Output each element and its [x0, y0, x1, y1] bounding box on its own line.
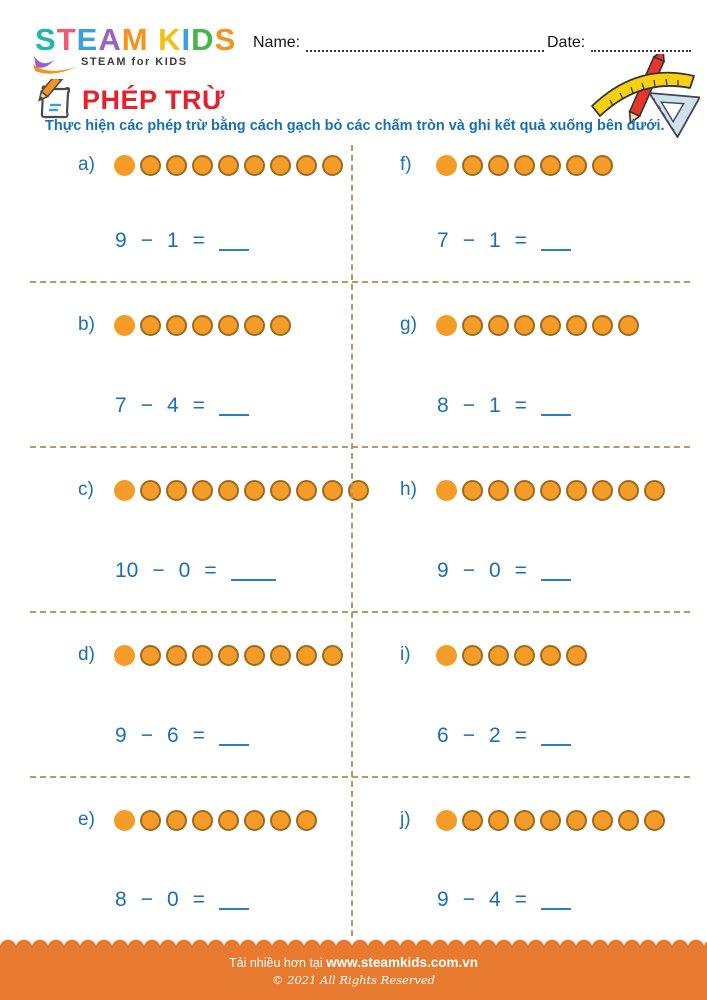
counting-dot[interactable] — [488, 315, 509, 336]
counting-dot[interactable] — [436, 315, 457, 336]
minuend: 7 — [437, 229, 449, 252]
dot-row — [436, 645, 587, 666]
counting-dot[interactable] — [540, 155, 561, 176]
counting-dot[interactable] — [218, 645, 239, 666]
counting-dot[interactable] — [618, 480, 639, 501]
exercise-row — [30, 283, 690, 448]
footer-copyright: © 2021 All Rights Reserved — [271, 973, 435, 987]
counting-dot[interactable] — [244, 480, 265, 501]
counting-dot[interactable] — [540, 315, 561, 336]
logo-letter: D — [191, 22, 215, 57]
counting-dot[interactable] — [540, 645, 561, 666]
exercise-cell-i — [352, 613, 690, 776]
counting-dot[interactable] — [140, 645, 161, 666]
counting-dot[interactable] — [244, 315, 265, 336]
footer-band — [0, 948, 707, 1000]
counting-dot[interactable] — [114, 155, 135, 176]
exercise-cell-d — [30, 613, 352, 776]
equals-sign: = — [514, 559, 527, 582]
counting-dot[interactable] — [462, 810, 483, 831]
equals-sign: = — [192, 724, 205, 747]
date-field — [547, 34, 691, 52]
logo-swoosh-icon — [32, 50, 92, 76]
subtraction-equation — [437, 725, 690, 746]
counting-dot[interactable] — [322, 480, 343, 501]
title-row — [35, 79, 225, 121]
logo-letter: T — [56, 22, 77, 57]
answer-blank[interactable] — [219, 904, 249, 910]
exercise-label: b) — [78, 314, 95, 335]
dots-line — [78, 809, 352, 831]
counting-dot[interactable] — [514, 315, 535, 336]
exercise-grid — [30, 143, 690, 940]
answer-blank[interactable] — [219, 410, 249, 416]
instruction-text: Thực hiện các phép trừ bằng cách gạch bỏ các chấm tròn và ghi kết quả xuống bên dưới. — [45, 118, 665, 134]
counting-dot[interactable] — [488, 480, 509, 501]
dot-row — [436, 315, 639, 336]
counting-dot[interactable] — [192, 645, 213, 666]
counting-dot[interactable] — [244, 155, 265, 176]
dot-row — [114, 645, 343, 666]
counting-dot[interactable] — [166, 810, 187, 831]
answer-blank[interactable] — [541, 575, 571, 581]
exercise-cell-a — [30, 143, 352, 281]
counting-dot[interactable] — [114, 810, 135, 831]
answer-blank[interactable] — [541, 410, 571, 416]
counting-dot[interactable] — [566, 810, 587, 831]
counting-dot[interactable] — [166, 645, 187, 666]
counting-dot[interactable] — [488, 645, 509, 666]
counting-dot[interactable] — [140, 155, 161, 176]
equals-sign: = — [192, 888, 205, 911]
counting-dot[interactable] — [514, 155, 535, 176]
subtrahend: 2 — [488, 724, 501, 747]
dots-line — [78, 314, 352, 336]
counting-dot[interactable] — [514, 480, 535, 501]
logo-subtitle: STEAM for KIDS — [81, 56, 188, 68]
minus-sign: − — [462, 888, 475, 911]
exercise-cell-f — [352, 143, 690, 281]
counting-dot[interactable] — [644, 810, 665, 831]
minus-sign: − — [140, 394, 153, 417]
counting-dot[interactable] — [114, 315, 135, 336]
subtrahend: 4 — [166, 394, 179, 417]
counting-dot[interactable] — [114, 480, 135, 501]
counting-dot[interactable] — [592, 155, 613, 176]
logo-letter: M — [121, 22, 149, 57]
counting-dot[interactable] — [140, 480, 161, 501]
logo-letter — [149, 22, 159, 57]
exercise-row — [30, 778, 690, 940]
counting-dot[interactable] — [244, 810, 265, 831]
exercise-label: f) — [400, 154, 412, 175]
counting-dot[interactable] — [218, 480, 239, 501]
counting-dot[interactable] — [140, 315, 161, 336]
note-pencil-icon — [35, 79, 73, 121]
exercise-label: j) — [400, 809, 411, 830]
exercise-cell-b — [30, 283, 352, 446]
footer-url[interactable]: www.steamkids.com.vn — [326, 955, 478, 970]
minuend: 9 — [115, 229, 127, 252]
date-blank-line[interactable] — [591, 38, 691, 52]
dots-line — [400, 809, 690, 831]
answer-blank[interactable] — [219, 740, 249, 746]
minuend: 9 — [437, 888, 449, 911]
logo-letter: S — [214, 22, 237, 57]
counting-dot[interactable] — [566, 155, 587, 176]
counting-dot[interactable] — [592, 315, 613, 336]
equals-sign: = — [204, 559, 217, 582]
dots-line — [78, 479, 352, 501]
subtraction-equation — [437, 230, 690, 251]
subtraction-equation — [115, 230, 352, 251]
dots-line — [400, 479, 690, 501]
footer — [0, 939, 707, 1000]
exercise-row — [30, 143, 690, 283]
name-field — [253, 34, 544, 52]
exercise-row — [30, 613, 690, 778]
counting-dot[interactable] — [436, 155, 457, 176]
steam-kids-logo — [35, 24, 236, 68]
counting-dot[interactable] — [566, 645, 587, 666]
dot-row — [114, 315, 291, 336]
counting-dot[interactable] — [462, 645, 483, 666]
counting-dot[interactable] — [592, 810, 613, 831]
exercise-label: g) — [400, 314, 417, 335]
dots-line — [400, 314, 690, 336]
logo-letter: A — [98, 22, 122, 57]
minuend: 8 — [115, 888, 127, 911]
counting-dot[interactable] — [566, 315, 587, 336]
answer-blank[interactable] — [541, 245, 571, 251]
counting-dot[interactable] — [618, 810, 639, 831]
counting-dot[interactable] — [644, 480, 665, 501]
minuend: 9 — [115, 724, 127, 747]
dot-row — [436, 810, 665, 831]
counting-dot[interactable] — [488, 810, 509, 831]
counting-dot[interactable] — [244, 645, 265, 666]
minus-sign: − — [462, 229, 475, 252]
minus-sign: − — [462, 559, 475, 582]
equals-sign: = — [192, 229, 205, 252]
name-label: Name: — [253, 34, 301, 51]
counting-dot[interactable] — [218, 155, 239, 176]
exercise-label: h) — [400, 479, 417, 500]
counting-dot[interactable] — [514, 645, 535, 666]
counting-dot[interactable] — [270, 810, 291, 831]
minus-sign: − — [462, 724, 475, 747]
dots-line — [400, 154, 690, 176]
name-blank-line[interactable] — [306, 38, 544, 52]
equals-sign: = — [514, 394, 527, 417]
exercise-label: d) — [78, 644, 95, 665]
counting-dot[interactable] — [322, 155, 343, 176]
exercise-cell-j — [352, 778, 690, 940]
counting-dot[interactable] — [436, 810, 457, 831]
subtrahend: 0 — [178, 559, 191, 582]
counting-dot[interactable] — [270, 645, 291, 666]
vertical-dashed-divider — [351, 145, 353, 936]
counting-dot[interactable] — [114, 645, 135, 666]
footer-more-text: Tải nhiều hơn tại — [229, 956, 323, 970]
subtrahend: 0 — [166, 888, 179, 911]
counting-dot[interactable] — [140, 810, 161, 831]
equals-sign: = — [514, 724, 527, 747]
minus-sign: − — [152, 559, 165, 582]
dot-row — [114, 810, 317, 831]
counting-dot[interactable] — [488, 155, 509, 176]
logo-letter: K — [158, 22, 182, 57]
minus-sign: − — [140, 888, 153, 911]
counting-dot[interactable] — [592, 480, 613, 501]
exercise-cell-g — [352, 283, 690, 446]
subtraction-equation — [115, 725, 352, 746]
subtraction-equation — [115, 395, 352, 416]
counting-dot[interactable] — [322, 645, 343, 666]
dot-row — [114, 155, 343, 176]
answer-blank[interactable] — [541, 904, 571, 910]
date-label: Date: — [547, 34, 586, 51]
counting-dot[interactable] — [436, 645, 457, 666]
counting-dot[interactable] — [296, 155, 317, 176]
answer-blank[interactable] — [231, 575, 276, 581]
exercise-label: i) — [400, 644, 411, 665]
minus-sign: − — [140, 724, 153, 747]
logo-letter: S — [35, 22, 57, 57]
counting-dot[interactable] — [270, 155, 291, 176]
counting-dot[interactable] — [296, 645, 317, 666]
counting-dot[interactable] — [166, 315, 187, 336]
exercise-cell-h — [352, 448, 690, 611]
counting-dot[interactable] — [462, 480, 483, 501]
dot-row — [436, 155, 613, 176]
dot-row — [114, 480, 369, 501]
subtrahend: 1 — [488, 394, 501, 417]
subtrahend: 6 — [166, 724, 179, 747]
exercise-cell-e — [30, 778, 352, 940]
counting-dot[interactable] — [462, 315, 483, 336]
counting-dot[interactable] — [166, 480, 187, 501]
exercise-label: e) — [78, 809, 95, 830]
subtraction-equation — [437, 560, 690, 581]
subtrahend: 1 — [166, 229, 179, 252]
counting-dot[interactable] — [192, 315, 213, 336]
exercise-cell-c — [30, 448, 352, 611]
dots-line — [78, 154, 352, 176]
minuend: 6 — [437, 724, 449, 747]
counting-dot[interactable] — [540, 480, 561, 501]
equals-sign: = — [514, 888, 527, 911]
dots-line — [400, 644, 690, 666]
equals-sign: = — [514, 229, 527, 252]
counting-dot[interactable] — [270, 480, 291, 501]
footer-download-line — [0, 955, 707, 970]
subtraction-equation — [115, 889, 352, 910]
counting-dot[interactable] — [514, 810, 535, 831]
counting-dot[interactable] — [436, 480, 457, 501]
subtraction-equation — [437, 889, 690, 910]
exercise-label: c) — [78, 479, 94, 500]
counting-dot[interactable] — [166, 155, 187, 176]
counting-dot[interactable] — [296, 480, 317, 501]
minus-sign: − — [462, 394, 475, 417]
minus-sign: − — [140, 229, 153, 252]
subtraction-equation — [437, 395, 690, 416]
equals-sign: = — [192, 394, 205, 417]
scalloped-edge — [0, 939, 707, 948]
logo-letter: I — [181, 22, 192, 57]
dots-line — [78, 644, 352, 666]
minuend: 10 — [115, 559, 139, 582]
minuend: 9 — [437, 559, 449, 582]
counting-dot[interactable] — [218, 315, 239, 336]
counting-dot[interactable] — [540, 810, 561, 831]
counting-dot[interactable] — [618, 315, 639, 336]
subtrahend: 0 — [488, 559, 501, 582]
subtrahend: 1 — [488, 229, 501, 252]
counting-dot[interactable] — [192, 810, 213, 831]
answer-blank[interactable] — [219, 245, 249, 251]
exercise-row — [30, 448, 690, 613]
logo-letter: E — [76, 22, 99, 57]
counting-dot[interactable] — [270, 315, 291, 336]
subtrahend: 4 — [488, 888, 501, 911]
answer-blank[interactable] — [541, 740, 571, 746]
counting-dot[interactable] — [218, 810, 239, 831]
counting-dot[interactable] — [296, 810, 317, 831]
counting-dot[interactable] — [192, 480, 213, 501]
minuend: 8 — [437, 394, 449, 417]
exercise-label: a) — [78, 154, 95, 175]
counting-dot[interactable] — [566, 480, 587, 501]
dot-row — [436, 480, 665, 501]
counting-dot[interactable] — [462, 155, 483, 176]
page-title: PHÉP TRỪ — [82, 84, 225, 115]
minuend: 7 — [115, 394, 127, 417]
subtraction-equation — [115, 560, 352, 581]
counting-dot[interactable] — [192, 155, 213, 176]
